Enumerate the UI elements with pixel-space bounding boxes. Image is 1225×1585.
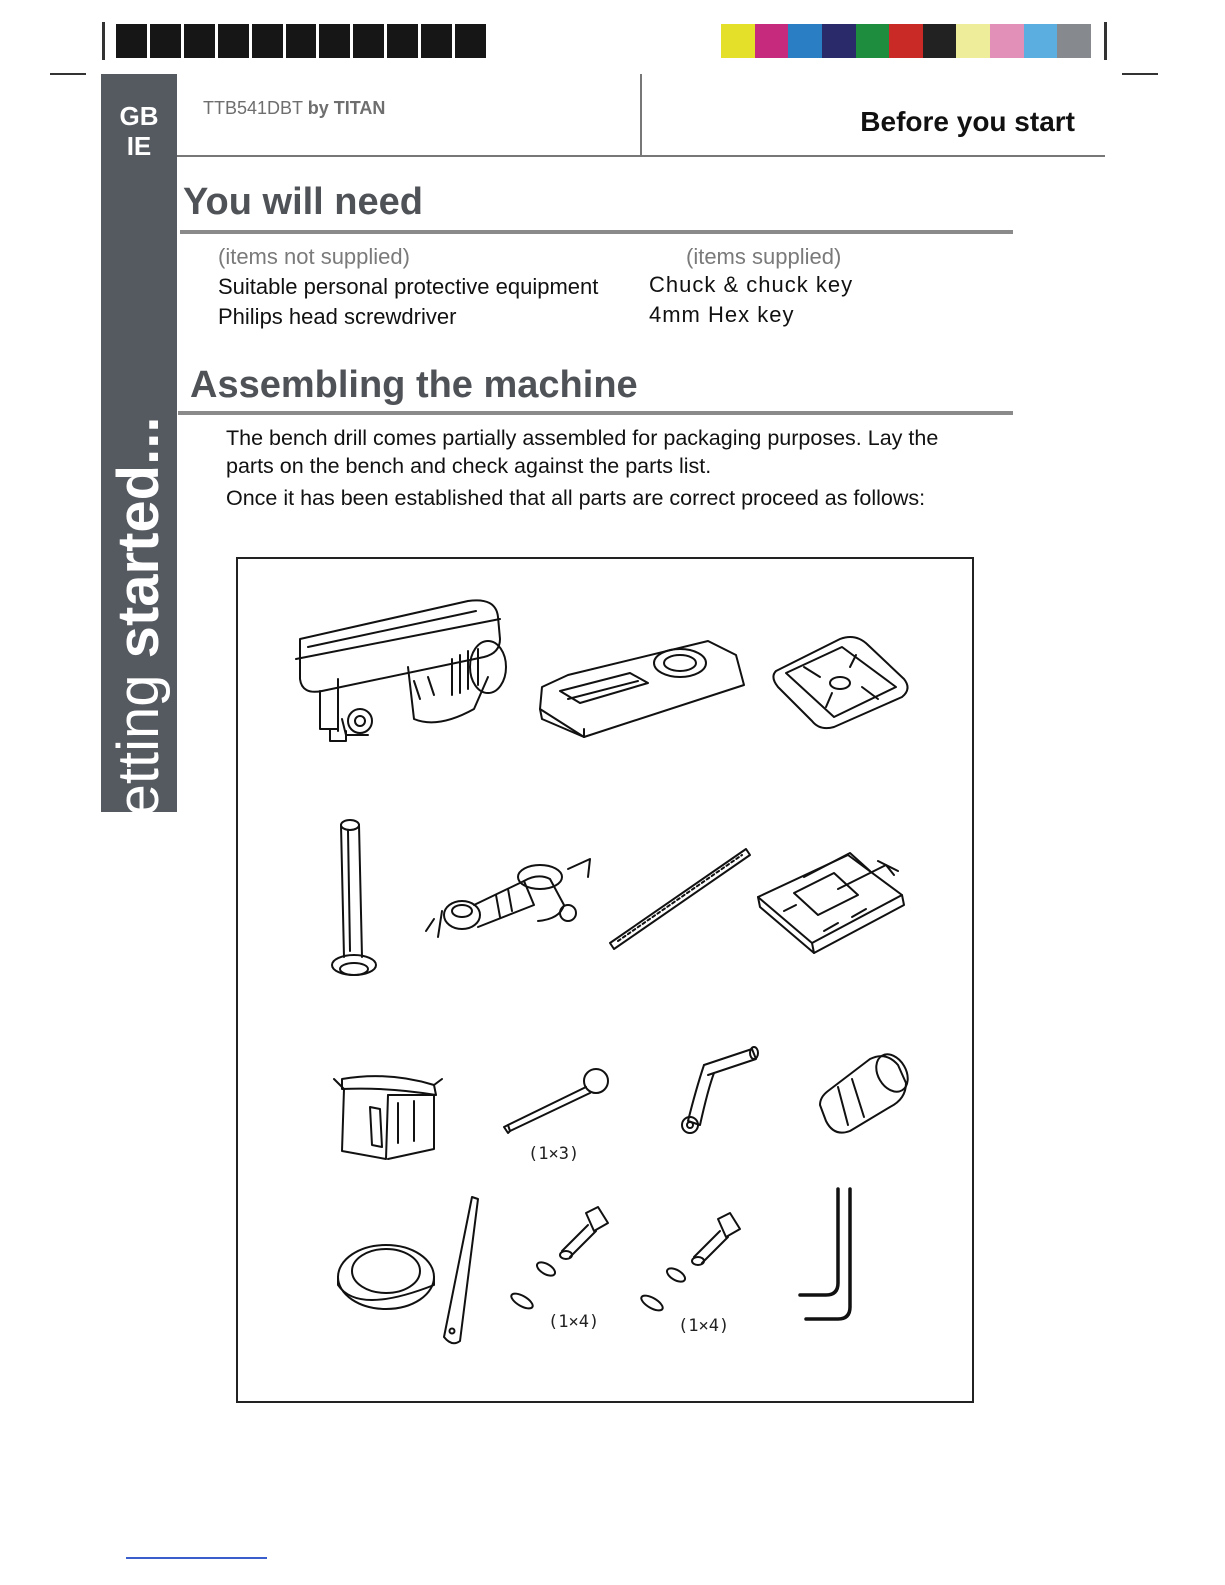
rack-illustration <box>610 849 750 949</box>
feed-handle-illustration <box>682 1047 758 1133</box>
intro-line: Once it has been established that all parts are correct proceed as follows: <box>226 486 926 510</box>
vice-illustration <box>758 853 904 953</box>
not-supplied-label: (items not supplied) <box>218 244 410 269</box>
crop-mark <box>1104 22 1107 60</box>
swatch-navy <box>822 24 856 58</box>
chuck-illustration <box>820 1049 914 1133</box>
crop-mark <box>1122 73 1158 75</box>
section-name: Before you start <box>860 106 1075 137</box>
column-illustration <box>332 820 376 975</box>
not-supplied-item: Philips head screwdriver <box>218 304 457 329</box>
assembly-intro <box>226 424 1016 512</box>
supplied-item: 4mm Hex key <box>649 302 795 327</box>
section-rule <box>178 411 1013 415</box>
quantity-label: (1×4) <box>678 1316 730 1336</box>
spindle-shaft-illustration <box>504 1069 608 1133</box>
registration-bar <box>116 24 486 58</box>
drill-head-illustration <box>296 600 506 741</box>
crop-mark <box>102 22 105 60</box>
model-number: TTB541DBT <box>203 98 303 118</box>
swatch-red <box>889 24 923 58</box>
swatch-pink <box>990 24 1024 58</box>
chapter-title <box>106 416 171 862</box>
table-arm-illustration <box>426 859 590 937</box>
swatch-magenta <box>755 24 789 58</box>
language-code-ie: IE <box>126 131 152 161</box>
drift-key-illustration <box>444 1197 478 1343</box>
section-rule <box>180 230 1013 234</box>
base-illustration <box>540 641 744 737</box>
brand-line <box>203 98 385 119</box>
brand-prefix: by <box>307 98 329 118</box>
header-divider-vertical <box>640 74 642 156</box>
assembling-heading: Assembling the machine <box>190 364 638 406</box>
swatch-pale-yellow <box>956 24 990 58</box>
ring-illustration <box>338 1245 434 1309</box>
swatch-blue <box>788 24 822 58</box>
intro-line: The bench drill comes partially assembled for packaging purposes. Lay the <box>226 426 939 450</box>
swatch-yellow <box>721 24 755 58</box>
bolt-set-illustration <box>639 1213 740 1313</box>
quantity-label: (1×3) <box>528 1144 580 1164</box>
swatch-black <box>923 24 957 58</box>
brand-name: TITAN <box>333 98 386 118</box>
pulley-guard-illustration <box>334 1076 442 1159</box>
not-supplied-item: Suitable personal protective equipment <box>218 274 599 299</box>
color-calibration-bar <box>721 24 1091 58</box>
table-illustration <box>773 637 907 728</box>
supplied-item: Chuck & chuck key <box>649 272 854 297</box>
you-will-need-heading: You will need <box>183 181 423 223</box>
supplied-label: (items supplied) <box>686 244 842 269</box>
crop-mark <box>50 73 86 75</box>
swatch-grey <box>1057 24 1091 58</box>
swatch-light-blue <box>1024 24 1058 58</box>
intro-line: parts on the bench and check against the parts list. <box>226 454 712 478</box>
hex-key-illustration <box>800 1189 850 1319</box>
header-rule <box>177 155 1105 157</box>
footer-underline <box>126 1557 267 1559</box>
bolt-set-illustration <box>509 1207 608 1311</box>
quantity-label: (1×4) <box>548 1312 600 1332</box>
sidebar <box>101 74 177 862</box>
swatch-green <box>856 24 890 58</box>
chapter-title-light: Getting <box>106 674 171 862</box>
chapter-title-bold: started... <box>106 416 171 659</box>
parts-figure <box>236 557 974 1403</box>
language-code-gb: GB <box>119 101 159 131</box>
